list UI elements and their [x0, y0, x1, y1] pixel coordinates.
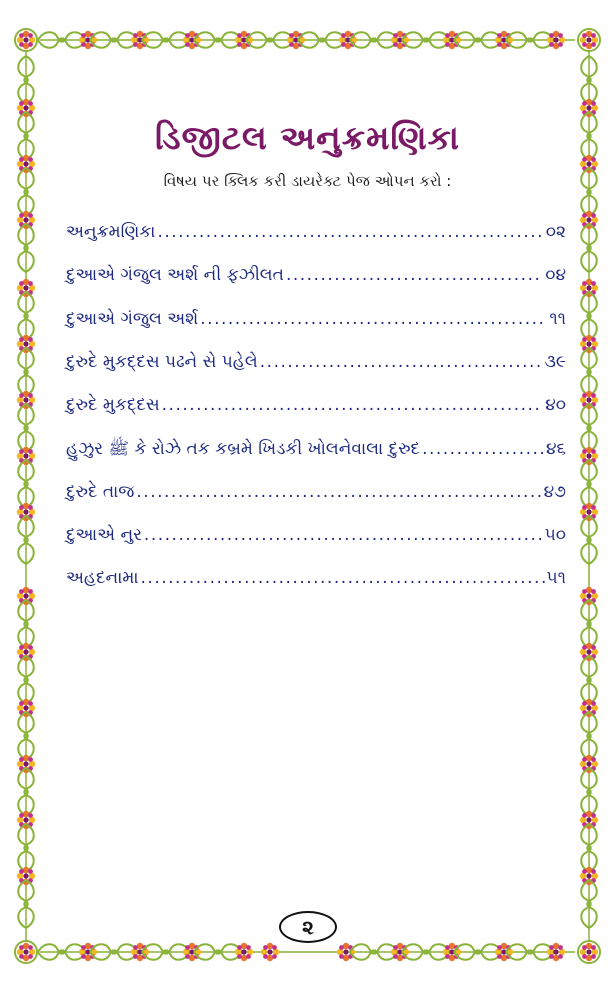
- toc-leader-dots: [422, 439, 544, 459]
- toc-item-khidki-kholnewala-durud[interactable]: [66, 438, 566, 481]
- toc-item-page: ૧૧: [549, 308, 566, 329]
- toc-leader-dots: [144, 525, 543, 545]
- toc-item-page: ૪૦: [545, 395, 566, 416]
- toc-item-title: દુઆએ નુર: [66, 525, 142, 546]
- toc-item-durude-muqaddas[interactable]: [66, 395, 566, 438]
- toc-item-title: અહદનામા: [66, 568, 139, 589]
- page-title: ડિજીટલ અનુક્રમણિકા: [155, 118, 460, 157]
- toc-leader-dots: [286, 265, 543, 285]
- toc-item-title: દુરુદે મુકદ્દસ: [66, 395, 160, 416]
- toc-leader-dots: [136, 482, 541, 502]
- toc-leader-dots: [141, 568, 545, 588]
- toc-item-page: ૪૭: [543, 481, 566, 502]
- toc-item-index[interactable]: [66, 222, 566, 265]
- toc-item-title: દુઆએ ગંજુલ અર્શ: [66, 308, 199, 329]
- toc-item-title: દુરુદે મુકદ્દસ પઢને સે પહેલે: [66, 351, 258, 372]
- toc-item-page: ૩૯: [544, 351, 566, 372]
- toc-leader-dots: [157, 222, 543, 242]
- toc-item-page: ૦૪: [545, 265, 566, 286]
- table-of-contents: [66, 222, 566, 612]
- toc-item-title: દુરુદે તાજ: [66, 481, 135, 502]
- toc-leader-dots: [260, 352, 543, 372]
- toc-item-page: ૫૦: [544, 525, 566, 546]
- toc-leader-dots: [200, 309, 547, 329]
- toc-item-title: દુઆએ ગંજુલ અર્શ ની ફઝીલત: [66, 265, 284, 286]
- toc-item-durude-taj[interactable]: [66, 482, 566, 525]
- toc-item-dua-ganjul-arsh[interactable]: [66, 309, 566, 352]
- toc-item-page: ૫૧: [546, 568, 566, 589]
- toc-item-page: ૦૨: [545, 222, 566, 242]
- toc-item-page: ૪૬: [545, 439, 566, 460]
- toc-item-dua-noor[interactable]: [66, 525, 566, 568]
- toc-item-title: અનુક્રમણિકા: [66, 222, 156, 242]
- page-subtitle: વિષય પર ક્લિક કરી ડાયરેક્ટ પેજ ઓપન કરો :: [163, 172, 452, 190]
- toc-item-durude-muqaddas-pahle[interactable]: [66, 352, 566, 395]
- page-number-badge: [279, 911, 337, 943]
- toc-item-title: હુઝુર ﷺ કે રોઝે તક કબ્રમે ખિડકી ખોલનેવાલા દુરુદ: [66, 439, 421, 460]
- page-number: ૨: [302, 915, 314, 939]
- toc-leader-dots: [162, 395, 544, 415]
- toc-item-dua-ganjul-arsh-fazilat[interactable]: [66, 265, 566, 308]
- toc-item-ahadnama[interactable]: [66, 568, 566, 611]
